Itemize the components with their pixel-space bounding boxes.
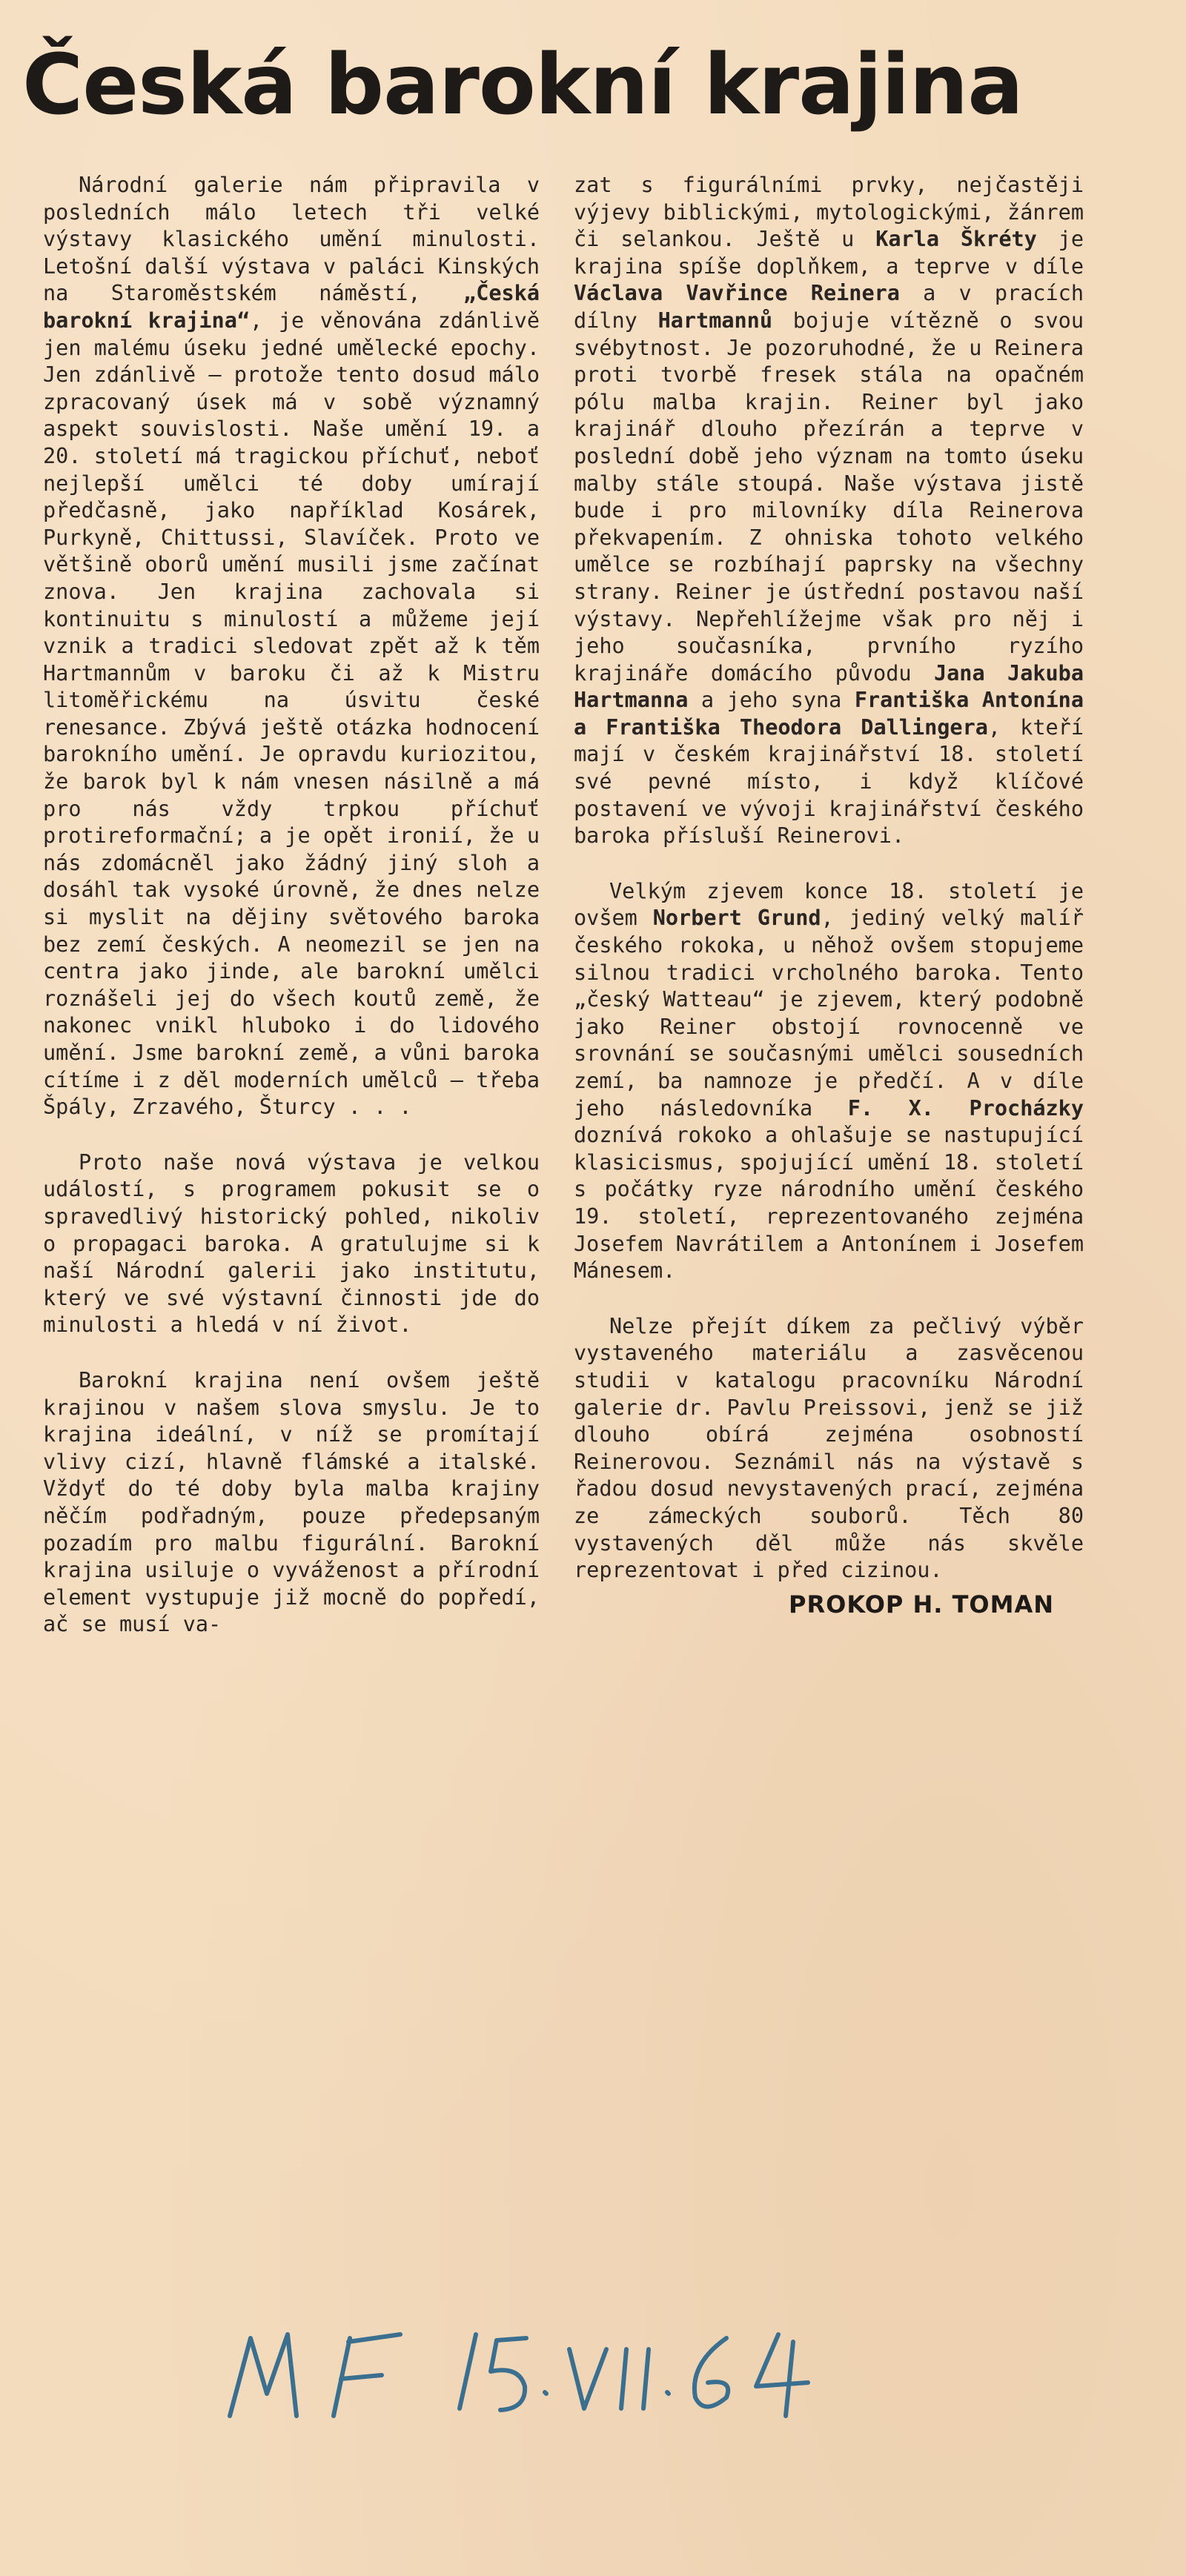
text-run: doznívá rokoko a ohlašuje se nastupující klasicismus, spojující umění 18. století s počátky ryze národního umění českého 19. století, reprezentovaného zejména Josefem Navrátilem a Antonínem i Josefem Mánesem. <box>574 1123 1084 1284</box>
handwritten-date-note <box>215 2305 882 2438</box>
bold-name: Jana Jakuba Hartmanna <box>574 660 1084 713</box>
bold-name: Norbert Grund <box>652 906 821 931</box>
bold-name: Václava Vavřince Reinera <box>574 281 900 306</box>
article-headline: Česká barokní krajina <box>22 37 1023 133</box>
bold-name: Františka Antonína a Františka Theodora Dallingera <box>574 688 1084 740</box>
text-run: zat s figurálními prvky, nejčastěji výjevy biblickými, mytologickými, žánrem či selankou. Ještě u <box>574 173 1084 252</box>
text-run: je krajina spíše doplňkem, a teprve v díle <box>574 227 1084 279</box>
left-column <box>43 172 540 1639</box>
left-paragraph-2: Proto naše nová výstava je velkou událostí, s programem pokusit se o spravedlivý historický pohled, nikoliv o propagaci baroka. A gratulujme si k naší Národní galerii jako institutu, který ve své výstavní činnosti jde do minulosti a hledá v ní život. <box>43 1149 540 1338</box>
text-run: bojuje vítězně o svou svébytnost. Je pozoruhodné, že u Reinera proti tvorbě fresek stála na opačném pólu malba krajin. Reiner byl jako krajinář dlouho přezírán a teprve v poslední době jeho význam na tomto úseku malby stále stoupá. Naše výstava jistě bude i pro milovníky díla Reinerova překvapením. Z ohniska tohoto velkého umělce se rozbíhají paprsky na všechny strany. Reiner je ústřední postavou naší výstavy. Nepřehlížejme však pro něj i jeho současníka, prvního ryzího krajináře domácího původu <box>574 308 1084 686</box>
left-paragraph-1 <box>43 172 540 1121</box>
handwriting-strokes <box>230 2334 808 2416</box>
bold-name: „Česká barokní krajina“ <box>43 281 540 333</box>
text-run: a jeho syna <box>688 688 855 713</box>
left-paragraph-3: Barokní krajina není ovšem ještě krajinou v našem slova smyslu. Je to krajina ideální, v níž se promítají vlivy cizí, hlavně flámské a italské. Vždyť do té doby byla malba krajiny něčím podřadným, pouze předepsaným pozadím pro malbu figurální. Barokní krajina usiluje o vyváženost a přírodní element vystupuje již mocně do popředí, ač se musí va- <box>43 1367 540 1637</box>
right-paragraph-3: Nelze přejít díkem za pečlivý výběr vystaveného materiálu a zasvěcenou studii v katalogu pracovníku Národní galerie dr. Pavlu Preissovi, jenž se již dlouho obírá zejména osobností Reinerovou. Seznámil nás na výstavě s řadou dosud nevystavených prací, zejména ze zámeckých souborů. Těch 80 vystavených děl může nás skvěle reprezentovat i před cizinou. <box>574 1313 1084 1583</box>
text-run: , je věnována zdánlivě jen malému úseku jedné umělecké epochy. Jen zdánlivě — protože tento dosud málo zpracovaný úsek má v sobě významný aspekt souvislosti. Naše umění 19. a 20. století má tragickou příchuť, neboť nejlepší umělci té doby umírají předčasně, jako například Kosárek, Purkyně, Chittussi, Slavíček. Proto ve většině oborů umění musili jsme začínat znova. Jen krajina zachovala si kontinuitu s minulostí a můžeme její vznik a tradici sledovat zpět až k těm Hartmannům v baroku či až k Mistru litoměřickému na úsvitu české renesance. Zbývá ještě otázka hodnocení barokního umění. Je opravdu kuriozitou, že barok byl k nám vnesen násilně a má pro nás vždy trpkou příchuť protireformační; a je opět ironií, že u nás zdomácněl jako žádný jiný sloh a dosáhl tak vysoké úrovně, že dnes nelze si myslit na dějiny světového baroka bez zemí českých. A neomezil se jen na centra jako jinde, ale barokní umělci roznášeli jej do všech koutů země, že nakonec vnikl hluboko i do lidového umění. Jsme barokní země, a vůni baroka cítíme i z děl moderních umělců — třeba Špály, Zrzavého, Šturcy . . . <box>43 308 540 1120</box>
text-run: , jediný velký malíř českého rokoka, u něhož ovšem stopujeme silnou tradici vrcholného baroka. Tento „český Watteau“ je zjevem, který podobně jako Reiner obstojí rovnocenně ve srovnání se současnými umělci sousedních zemí, ba namnoze je předčí. A v díle jeho následovníka <box>574 906 1084 1121</box>
right-paragraph-1 <box>574 172 1084 850</box>
bold-name: F. X. Procházky <box>847 1095 1084 1121</box>
right-column <box>574 172 1084 1620</box>
text-run: Národní galerie nám připravila v posledních málo letech tři velké výstavy klasického umění minulosti. Letošní další výstava v paláci Kinských na Staroměstském náměstí, <box>43 173 540 306</box>
text-run: a v pracích dílny <box>574 281 1084 333</box>
text-run: Velkým zjevem konce 18. století je ovšem <box>574 878 1084 931</box>
bold-name: Karla Škréty <box>875 227 1037 252</box>
right-paragraph-2 <box>574 878 1084 1285</box>
author-byline: PROKOP H. TOMAN <box>789 1590 1054 1619</box>
bold-name: Hartmannů <box>657 308 773 333</box>
text-run: , kteří mají v českém krajinářství 18. století své pevné místo, i když klíčové postavení ve vývoji krajinářství českého baroka přísluší Reinerovi. <box>574 714 1084 849</box>
